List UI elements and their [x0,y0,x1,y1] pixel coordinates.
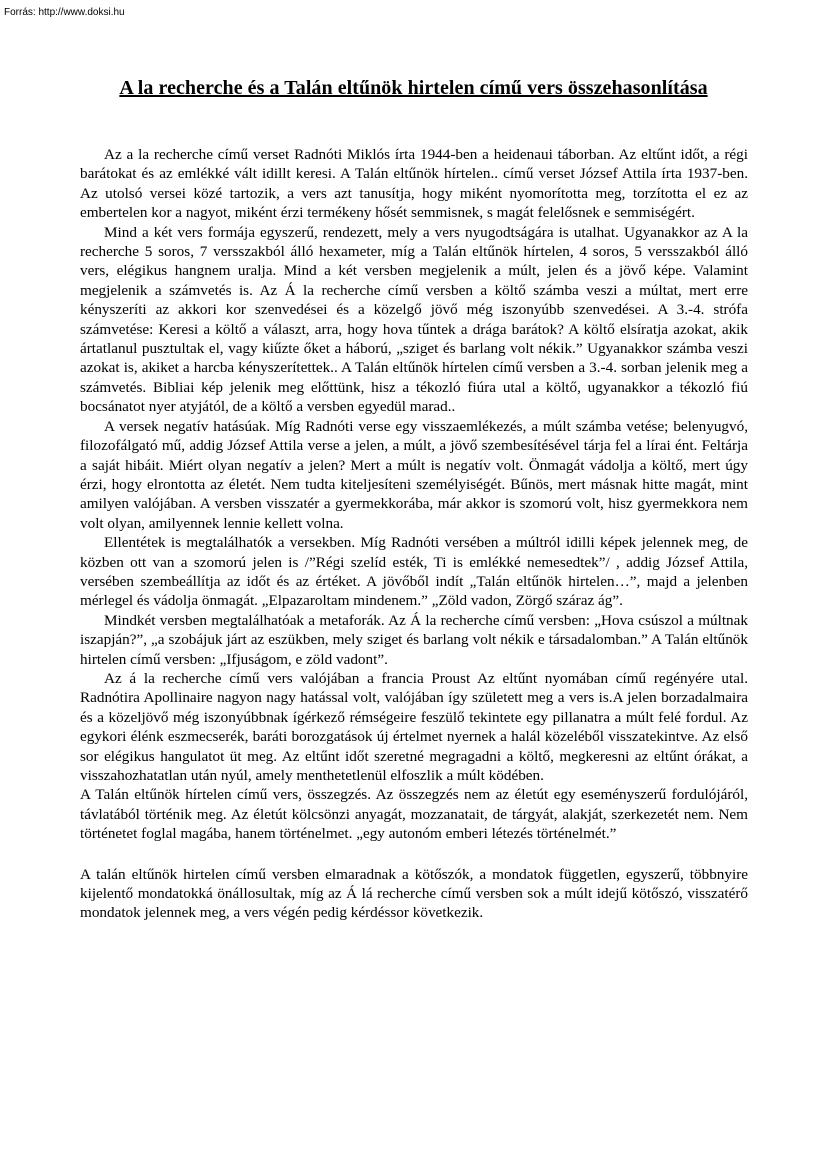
paragraph-1: Az a la recherche című verset Radnóti Miklós írta 1944-ben a heidenaui táborban. Az eltűnt időt, a régi barátokat és az emlékké vált idillt keresi. A Talán eltűnök hírtelen.. című verset József Attila írta 1937-ben. Az utolsó versei közé tartozik, a vers azt tanusítja, hogy miként nyomorította meg, torzította el ez az embertelen kor a nagyot, miként érzi termékeny hősét semmisnek, s magát felelősnek e semmiségért. [80,146,748,222]
page-title: A la recherche és a Talán eltűnök hirtelen című vers összehasonlítása [119,77,708,99]
paragraph-4: Ellentétek is megtalálhatók a versekben. Míg Radnóti versében a múltról idilli képek jelennek meg, de közben ott van a szomorú jelen is /”Régi szelíd esték, Ti is emlékké nemesedtek”/ , addig József Attila, versében szembeállítja az időt és az értéket. A jövőből indít „Talán eltűnök hirtelen…”, majd a jelenben mérlegel és vádolja önmagát. „Elpazaroltam mindenem.” „Zöld vadon, Zörgő száraz ág”. [80,534,748,610]
document-body [80,145,748,923]
paragraph-5: Mindkét versben megtalálhatóak a metaforák. Az Á la recherche című versben: „Hova csúszol a múltnak iszapján?”, „a szobájuk járt az eszükben, mely sziget és barlang volt nékik e társadalomban.” A Talán eltűnök hirtelen című versben: „Ifjuságom, e zöld vadont”. [80,611,748,668]
paragraph-2: Mind a két vers formája egyszerű, rendezett, mely a vers nyugodtságára is utalhat. Ugyanakkor az A la recherche 5 soros, 7 versszakból álló hexameter, míg a Talán eltűnök hírtelen, 4 soros, 5 versszakból álló vers, elégikus hangnem uralja. Mind a két versben megjelenik a múlt, jelen és a jövő képe. Valamint megjelenik a számvetés is. Az Á la recherche című versben a költő számba veszi a múltat, mert erre kényszeríti az akkori kor szenvedései és a közelgő jövő még iszonyúbb szenvedései. A 3.-4. strófa számvetése: Keresi a költő a választ, arra, hogy hova tűntek a drága barátok? A költő elsíratja azokat, akik ártatlanul pusztultak el, vagy kiűzte őket a háború, „sziget és barlang volt nékik.” Ugyanakkor számba veszi azokat is, akiket a harcba kényszerítettek.. A Talán eltűnök hírtelen című versben a 3.-4. sorban jelenik meg a számvetés. Bibliai kép jelenik meg előttünk, hisz a tékozló fiúra utal a költő, ugyanakkor a tékozló fiú bocsánatot nyer atyjától, de a költő a versben egyedül marad.. [80,223,748,416]
paragraph-8: A talán eltűnök hirtelen című versben elmaradnak a kötőszók, a mondatok független, egyszerű, többnyire kijelentő mondatokká önállosultak, míg az Á lá recherche című versben sok a múlt idejű kötőszó, visszatérő mondatok jelennek meg, a vers végén pedig kérdéssor következik. [80,865,748,922]
paragraph-6: Az á la recherche című vers valójában a francia Proust Az eltűnt nyomában című regényére utal. Radnótira Apollinaire nagyon nagy hatással volt, valójában így született meg a vers is.A jelen borzadalmaira és a közeljövő még iszonyúbbnak ígérkező rémségeire feszülő tekintete egy pillanatra a múlt felé fordul. Az egykori élénk eszmecserék, baráti borozgatások új értelmet nyernek a halál közeléből visszatekintve. Az első sor elégikus hangulatot üt meg. Az eltűnt időt szeretné megragadni a költő, megkeresni az eltűnt órákat, a visszahozhatatlan után nyúl, amely menthetetlenül elfoszlik a múlt ködében. [80,669,748,784]
source-note: Forrás: http://www.doksi.hu [4,7,125,18]
paragraph-3: A versek negatív hatásúak. Míg Radnóti verse egy visszaemlékezés, a múlt számba vetése; belenyugvó, filozofálgató mű, addig József Attila verse a jelen, a múlt, a jövő szembesítésével tárja fel a lírai ént. Feltárja a saját hibáit. Miért olyan negatív a jelen? Mert a múlt is negatív volt. Önmagát vádolja a költő, mert úgy érzi, hogy elrontotta az életét. Nem tudta kiteljesíteni személyiségét. Bűnös, mert másnak hitte magát, mint amilyen valójában. A versben visszatér a gyermekkorába, már akkor is szomorú volt, hisz gyermekkora nem volt olyan, amilyennek lennie kellett volna. [80,417,748,532]
paragraph-7: A Talán eltűnök hírtelen című vers, összegzés. Az összegzés nem az életút egy eseményszerű fordulójáról, távlatából történik meg. Az életút kölcsönzi anyagát, mozzanatait, de tárgyát, alakját, szerkezetét nem. Nem történetet foglal magába, hanem történelmet. „egy autonóm emberi létezés történelmét.” [80,786,748,843]
